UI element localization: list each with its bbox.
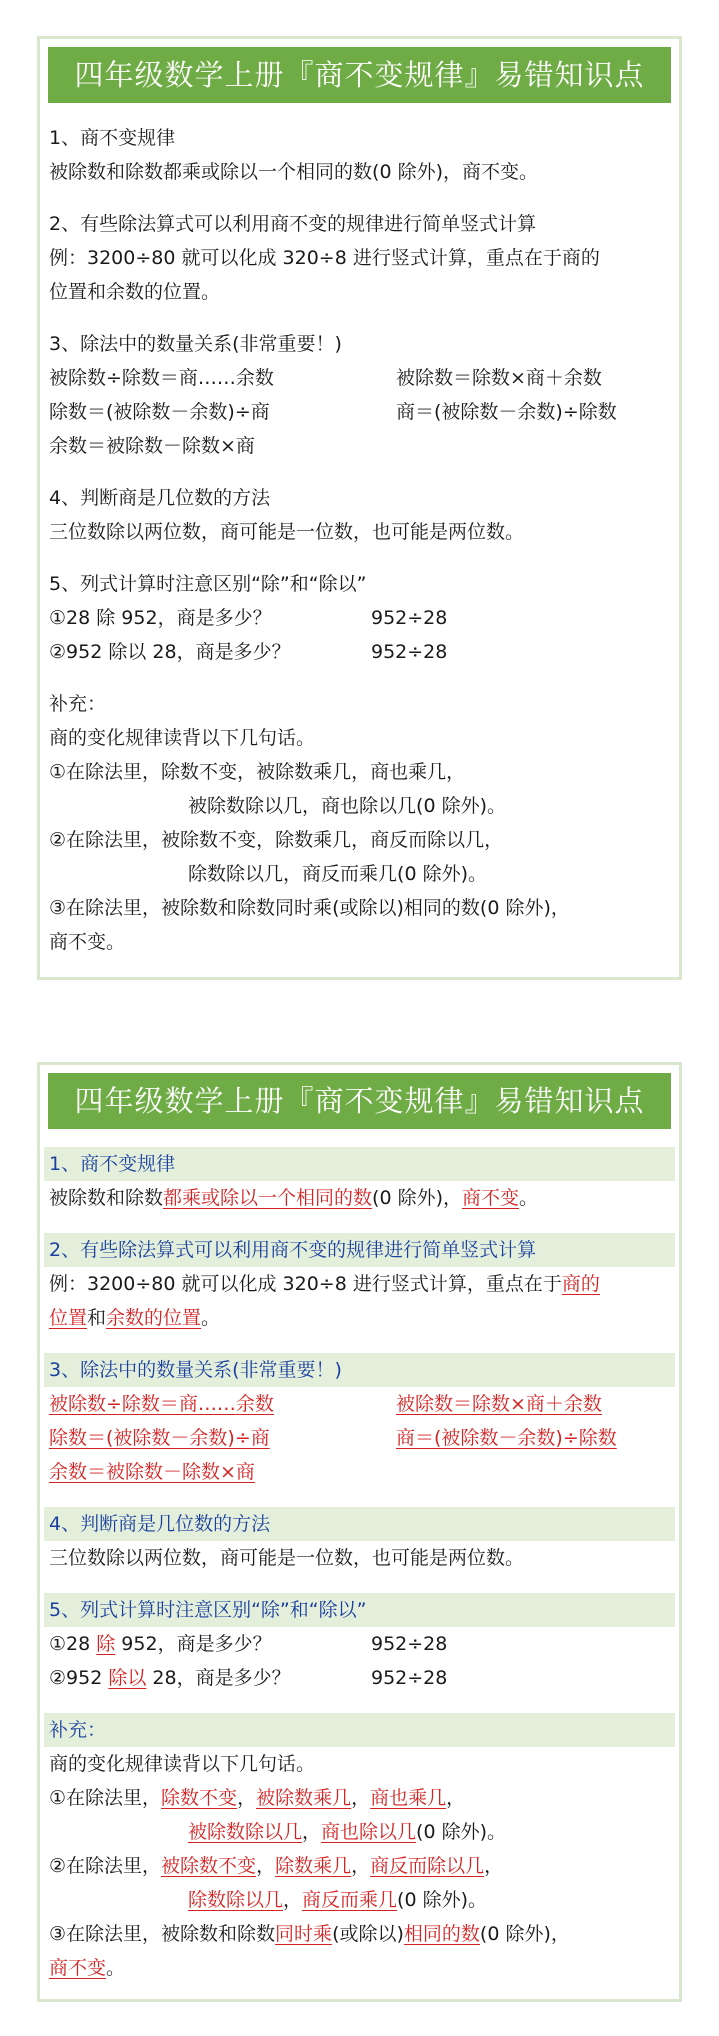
formula-row: 被除数÷除数＝商……余数 被除数＝除数×商＋余数 xyxy=(49,367,602,389)
section-supplement xyxy=(49,687,670,959)
section-heading: 2、有些除法算式可以利用商不变的规律进行简单竖式计算 xyxy=(49,213,537,235)
section-4 xyxy=(49,481,670,549)
section-5 xyxy=(49,567,670,669)
section-heading: 1、商不变规律 xyxy=(44,1147,675,1181)
rule-item: ③在除法里，被除数和除数同时乘(或除以)相同的数(0 除外)， xyxy=(49,897,570,919)
rule-item-cont: 商不变。 xyxy=(49,1957,126,1979)
rule-item: ①在除法里，除数不变，被除数乘几，商也乘几， xyxy=(49,761,466,783)
rule-item-cont: 除数除以几，商反而乘几(0 除外)。 xyxy=(188,1889,488,1911)
section-1 xyxy=(49,121,670,189)
key-point: 商的 xyxy=(561,1273,600,1295)
section-heading: 1、商不变规律 xyxy=(49,127,176,149)
card-content xyxy=(49,1147,670,2003)
section-3 xyxy=(49,1353,670,1489)
section-heading: 3、除法中的数量关系(非常重要！) xyxy=(49,333,342,355)
section-text: 商的变化规律读背以下几句话。 xyxy=(49,1753,316,1775)
section-supplement xyxy=(49,1713,670,1985)
key-point: 都乘或除以一个相同的数 xyxy=(163,1187,373,1209)
question-row: ②952 除以 28，商是多少？ 952÷28 xyxy=(49,1667,448,1689)
rule-item: ②在除法里，被除数不变，除数乘几，商反而除以几， xyxy=(49,1855,504,1877)
section-heading: 3、除法中的数量关系(非常重要！) xyxy=(44,1353,675,1387)
formula-row: 被除数÷除数＝商……余数 被除数＝除数×商＋余数 xyxy=(49,1393,602,1415)
key-point: 位置 xyxy=(49,1307,88,1329)
section-text: 例：3200÷80 就可以化成 320÷8 进行竖式计算，重点在于商的 xyxy=(49,1273,600,1295)
section-heading: 5、列式计算时注意区别“除”和“除以” xyxy=(49,573,367,595)
rule-item: ②在除法里，被除数不变，除数乘几，商反而除以几， xyxy=(49,829,504,851)
section-text: 位置和余数的位置。 xyxy=(49,1307,221,1329)
rule-item-cont: 除数除以几，商反而乘几(0 除外)。 xyxy=(188,863,488,885)
rule-item: ③在除法里，被除数和除数同时乘(或除以)相同的数(0 除外)， xyxy=(49,1923,570,1945)
question-row: ②952 除以 28，商是多少？ 952÷28 xyxy=(49,641,448,663)
section-text: 商的变化规律读背以下几句话。 xyxy=(49,727,316,749)
rule-item-cont: 被除数除以几，商也除以几(0 除外)。 xyxy=(188,795,507,817)
section-heading: 2、有些除法算式可以利用商不变的规律进行简单竖式计算 xyxy=(44,1233,675,1267)
section-text: 例：3200÷80 就可以化成 320÷8 进行竖式计算，重点在于商的 xyxy=(49,247,600,269)
section-3 xyxy=(49,327,670,463)
section-2 xyxy=(49,1233,670,1335)
formula-row: 余数＝被除数－除数×商 xyxy=(49,435,255,457)
section-heading: 5、列式计算时注意区别“除”和“除以” xyxy=(44,1593,675,1627)
key-point: 除以 xyxy=(108,1667,147,1689)
section-2 xyxy=(49,207,670,309)
section-5 xyxy=(49,1593,670,1695)
section-4 xyxy=(49,1507,670,1575)
section-heading: 4、判断商是几位数的方法 xyxy=(44,1507,675,1541)
card-title: 四年级数学上册『商不变规律』易错知识点 xyxy=(48,1073,671,1129)
key-point: 余数的位置 xyxy=(106,1307,202,1329)
key-point: 除 xyxy=(96,1633,116,1655)
knowledge-card-plain xyxy=(37,36,682,980)
formula-row: 除数＝(被除数－余数)÷商 商＝(被除数－余数)÷除数 xyxy=(49,1427,617,1449)
formula-row: 除数＝(被除数－余数)÷商 商＝(被除数－余数)÷除数 xyxy=(49,401,617,423)
key-point: 商不变 xyxy=(462,1187,520,1209)
section-text: 被除数和除数都乘或除以一个相同的数(0 除外)，商不变。 xyxy=(49,1187,539,1209)
section-text: 三位数除以两位数，商可能是一位数，也可能是两位数。 xyxy=(49,521,525,543)
question-row: ①28 除 952，商是多少？ 952÷28 xyxy=(49,607,448,629)
question-row: ①28 除 952，商是多少？ 952÷28 xyxy=(49,1633,448,1655)
section-text: 三位数除以两位数，商可能是一位数，也可能是两位数。 xyxy=(49,1547,525,1569)
rule-item: ①在除法里，除数不变，被除数乘几，商也乘几， xyxy=(49,1787,466,1809)
section-text: 位置和余数的位置。 xyxy=(49,281,221,303)
rule-item-cont: 被除数除以几，商也除以几(0 除外)。 xyxy=(188,1821,507,1843)
section-1 xyxy=(49,1147,670,1215)
section-heading: 补充： xyxy=(49,693,107,715)
rule-item-cont: 商不变。 xyxy=(49,931,126,953)
section-heading: 4、判断商是几位数的方法 xyxy=(49,487,271,509)
formula-row: 余数＝被除数－除数×商 xyxy=(49,1461,255,1483)
card-content xyxy=(49,121,670,977)
section-heading: 补充： xyxy=(44,1713,675,1747)
card-title: 四年级数学上册『商不变规律』易错知识点 xyxy=(48,47,671,103)
knowledge-card-highlighted xyxy=(37,1062,682,2002)
section-text: 被除数和除数都乘或除以一个相同的数(0 除外)，商不变。 xyxy=(49,161,539,183)
